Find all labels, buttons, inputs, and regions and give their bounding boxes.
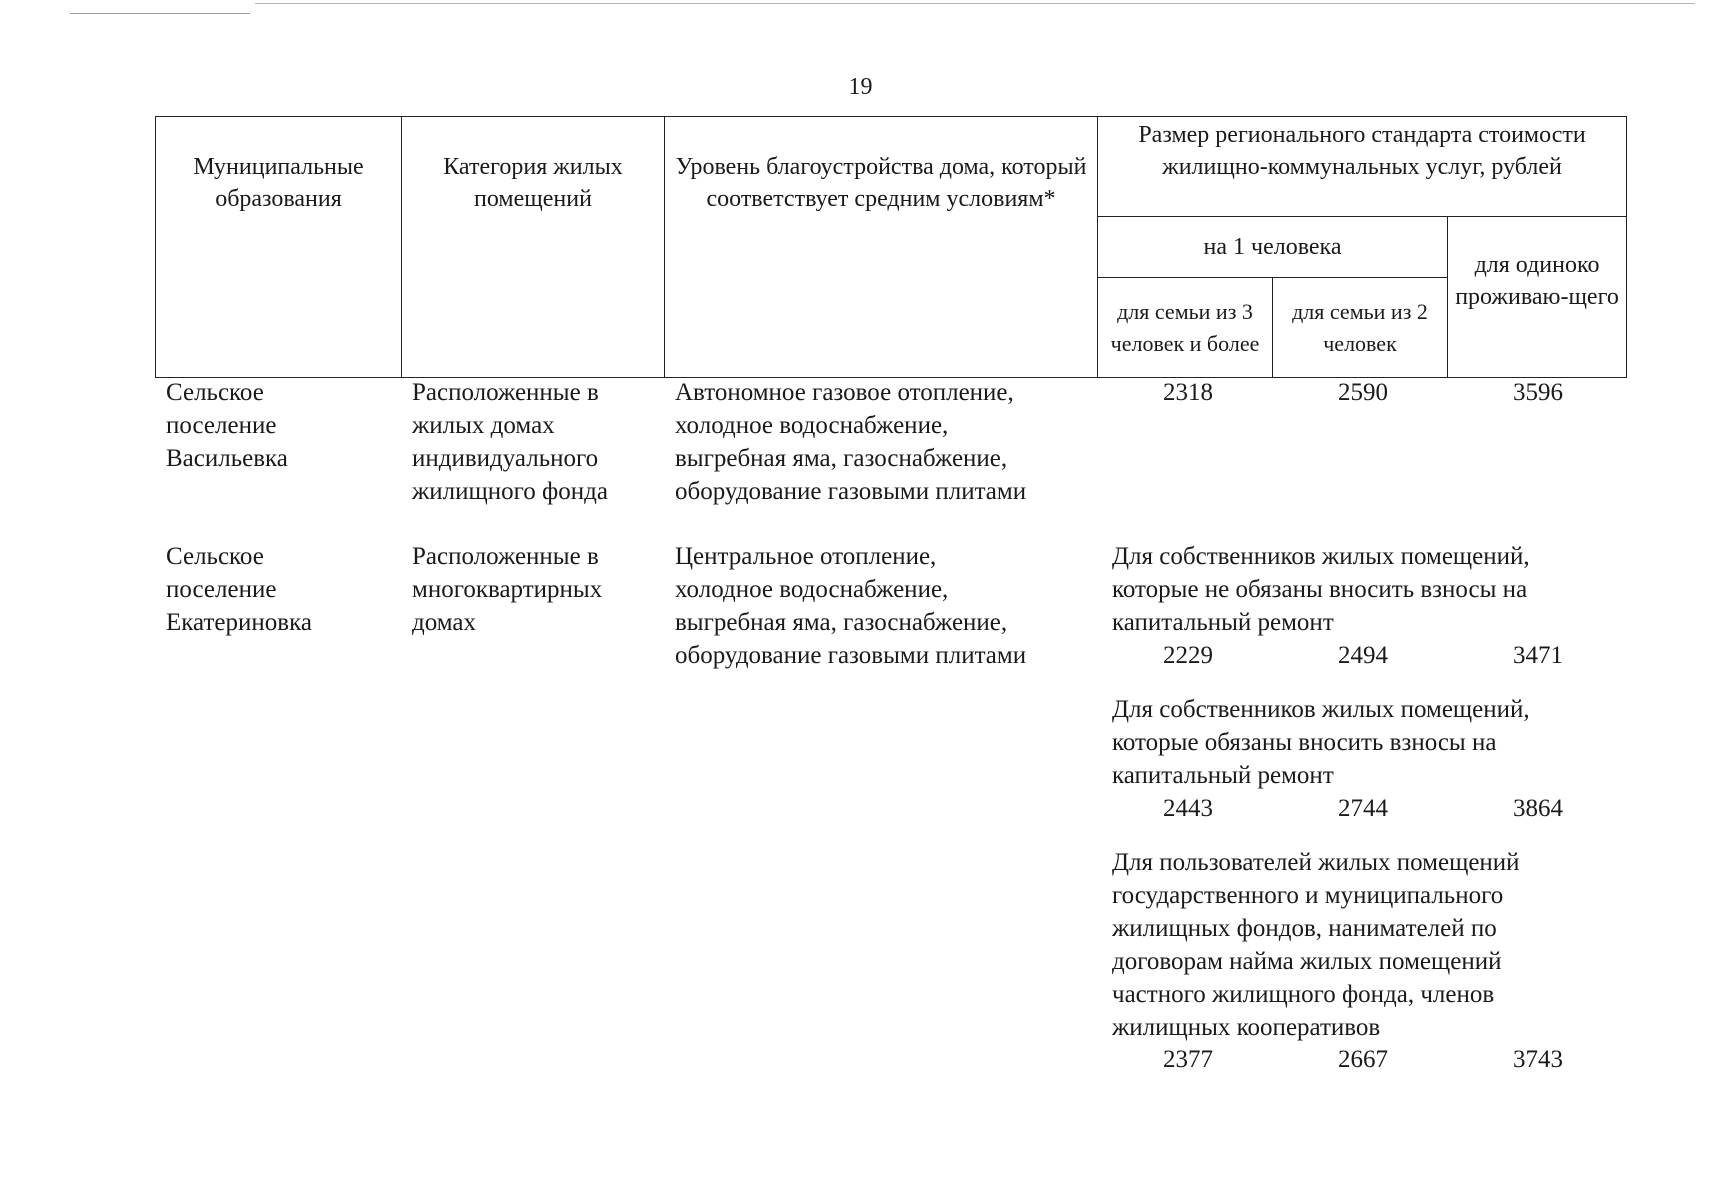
- scan-edge-line: [70, 13, 250, 14]
- subgroup-1-value-family-2: 2494: [1338, 642, 1388, 669]
- header-standard-size: Размер регионального стандарта стоимости жилищно-коммунальных услуг, рублей: [1098, 117, 1627, 217]
- table-header: [155, 116, 1627, 378]
- subgroup-3-value-family-3plus: 2377: [1163, 1046, 1213, 1073]
- subgroup-2-value-family-3plus: 2443: [1163, 795, 1213, 822]
- subgroup-3-note: Для пользователей жилых помещений государственного и муниципального жилищных фондов, нанимателей по договорам найма жилых помещений частного жилищного фонда, членов жилищных кооперативов: [1112, 849, 1520, 1041]
- subgroup-3-value-single: 3743: [1513, 1046, 1563, 1073]
- header-single: для одиноко проживаю-щего: [1448, 217, 1627, 378]
- row2-municipality: Сельское поселение Екатериновка: [166, 543, 312, 636]
- header-category: Категория жилых помещений: [402, 117, 665, 378]
- row2-category: Расположенные в многоквартирных домах: [412, 543, 603, 636]
- header-per-person: на 1 человека: [1098, 217, 1448, 278]
- header-family-2: для семьи из 2 человек: [1273, 278, 1448, 378]
- subgroup-2-note: Для собственников жилых помещений, которые обязаны вносить взносы на капитальный ремонт: [1112, 696, 1530, 789]
- subgroup-2-value-family-2: 2744: [1338, 795, 1388, 822]
- page-number: 19: [848, 74, 873, 100]
- row1-municipality: Сельское поселение Васильевка: [166, 379, 288, 472]
- header-amenity-level: Уровень благоустройства дома, который соответствует средним условиям*: [665, 117, 1098, 378]
- row1-value-family-3plus: 2318: [1163, 379, 1213, 406]
- subgroup-1-value-family-3plus: 2229: [1163, 642, 1213, 669]
- header-family-3plus: для семьи из 3 человек и более: [1098, 278, 1273, 378]
- row1-amenities: Автономное газовое отопление, холодное водоснабжение, выгребная яма, газоснабжение, оборудование газовыми плитами: [675, 379, 1027, 505]
- subgroup-1-value-single: 3471: [1513, 642, 1563, 669]
- header-municipalities: Муниципальные образования: [156, 117, 402, 378]
- row2-amenities: Центральное отопление, холодное водоснабжение, выгребная яма, газоснабжение, оборудование газовыми плитами: [675, 543, 1027, 669]
- scan-edge-line: [255, 3, 1695, 4]
- subgroup-2-value-single: 3864: [1513, 795, 1563, 822]
- subgroup-1-note: Для собственников жилых помещений, которые не обязаны вносить взносы на капитальный ремонт: [1112, 543, 1530, 636]
- subgroup-3-value-family-2: 2667: [1338, 1046, 1388, 1073]
- row1-value-family-2: 2590: [1338, 379, 1388, 406]
- row1-value-single: 3596: [1513, 379, 1563, 406]
- row1-category: Расположенные в жилых домах индивидуального жилищного фонда: [412, 379, 608, 505]
